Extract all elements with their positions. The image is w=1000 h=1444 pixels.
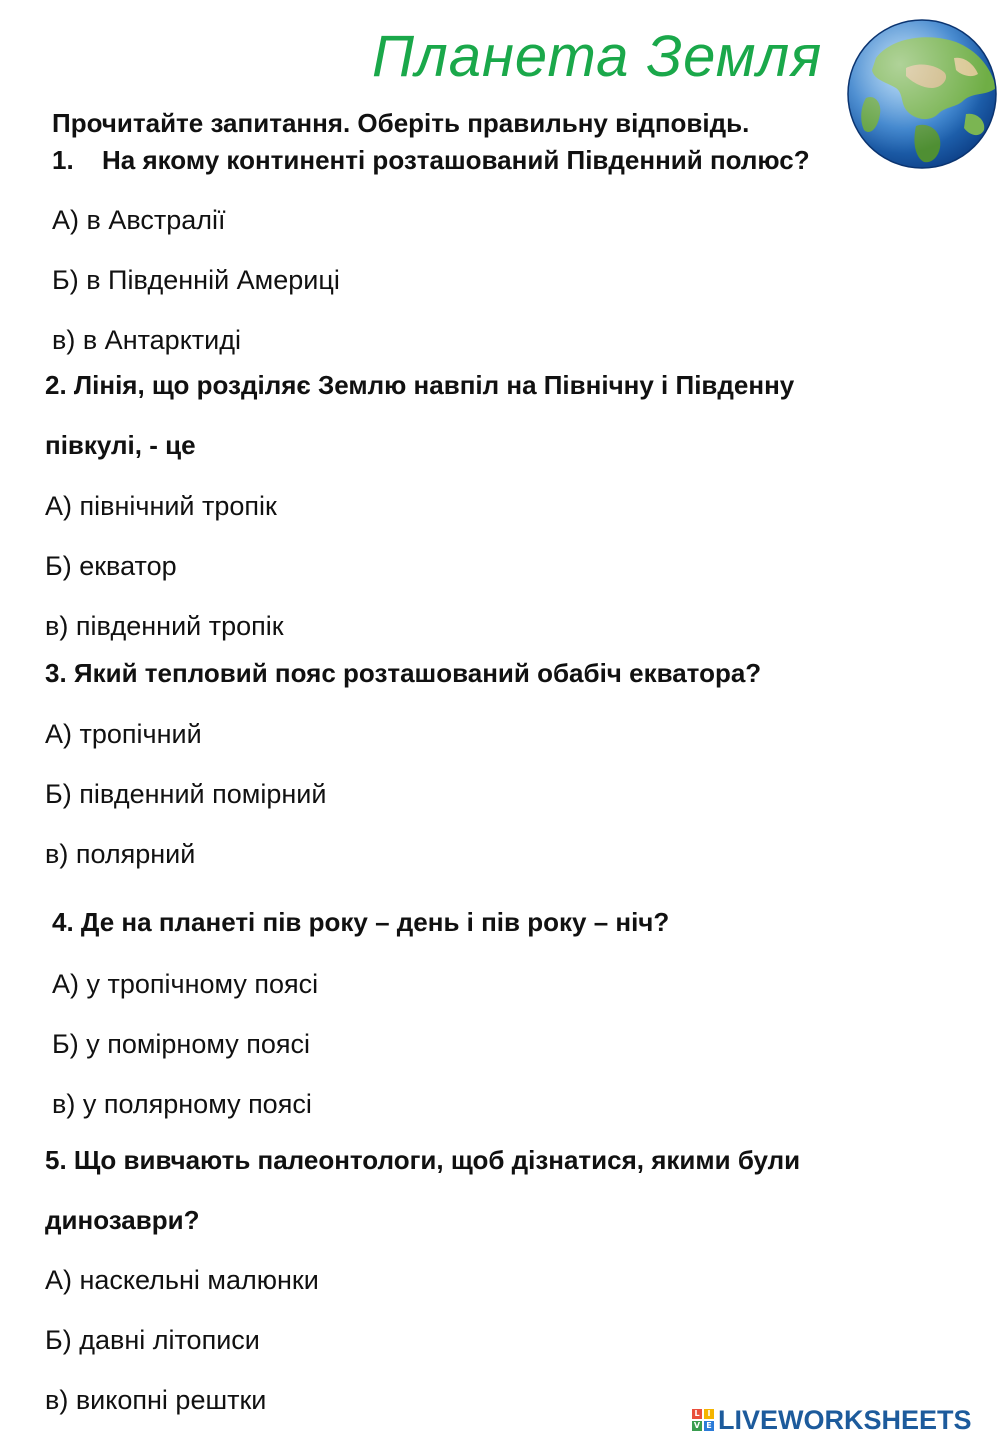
question-1-text: На якому континенті розташований Південний полюс? [102, 145, 810, 175]
question-2-option-a: А) північний тропік [45, 491, 277, 521]
question-4-option-c: в) у полярному поясі [52, 1089, 312, 1119]
question-1-option-c: в) в Антарктиді [52, 325, 242, 355]
logo-grid-letter: E [704, 1421, 714, 1431]
earth-globe-icon [846, 18, 998, 170]
question-2-option-b: Б) екватор [45, 551, 177, 581]
question-4-option-a: А) у тропічному поясі [52, 969, 319, 999]
question-2-option-c: в) південний тропік [45, 611, 284, 641]
question-1-number: 1. [52, 145, 74, 175]
question-5-option-a: А) наскельні малюнки [45, 1265, 319, 1295]
question-5-text-line1: 5. Що вивчають палеонтологи, щоб дізнатися, якими були [45, 1145, 801, 1175]
question-1-option-a: А) в Австралії [52, 205, 226, 235]
question-3-option-c: в) полярний [45, 839, 196, 869]
question-5-option-c: в) викопні рештки [45, 1385, 267, 1415]
question-2-text-line1: 2. Лінія, що розділяє Землю навпіл на Північну і Південну [45, 370, 795, 400]
logo-grid-letter: V [693, 1421, 701, 1430]
logo-text: LIVEWORKSHEETS [718, 1404, 972, 1435]
question-4-text: 4. Де на планеті пів року – день і пів року – ніч? [52, 907, 670, 937]
liveworksheets-logo [692, 1406, 972, 1434]
logo-grid-letter: L [692, 1409, 702, 1419]
question-2-text-line2: півкулі, - це [45, 430, 196, 460]
question-5-text-line2: динозаври? [45, 1205, 200, 1235]
instruction: Прочитайте запитання. Оберіть правильну відповідь. [52, 108, 750, 138]
question-3-option-b: Б) південний помірний [45, 779, 327, 809]
question-5-option-b: Б) давні літописи [45, 1325, 260, 1355]
logo-grid-letter: I [704, 1409, 714, 1419]
question-3-text: 3. Який тепловий пояс розташований обабіч екватора? [45, 658, 762, 688]
page-title: Планета Земля [372, 24, 823, 89]
question-1-option-b: Б) в Південній Америці [52, 265, 340, 295]
question-3-option-a: А) тропічний [45, 719, 202, 749]
question-4-option-b: Б) у помірному поясі [52, 1029, 310, 1059]
logo-grid-icon [692, 1409, 714, 1431]
